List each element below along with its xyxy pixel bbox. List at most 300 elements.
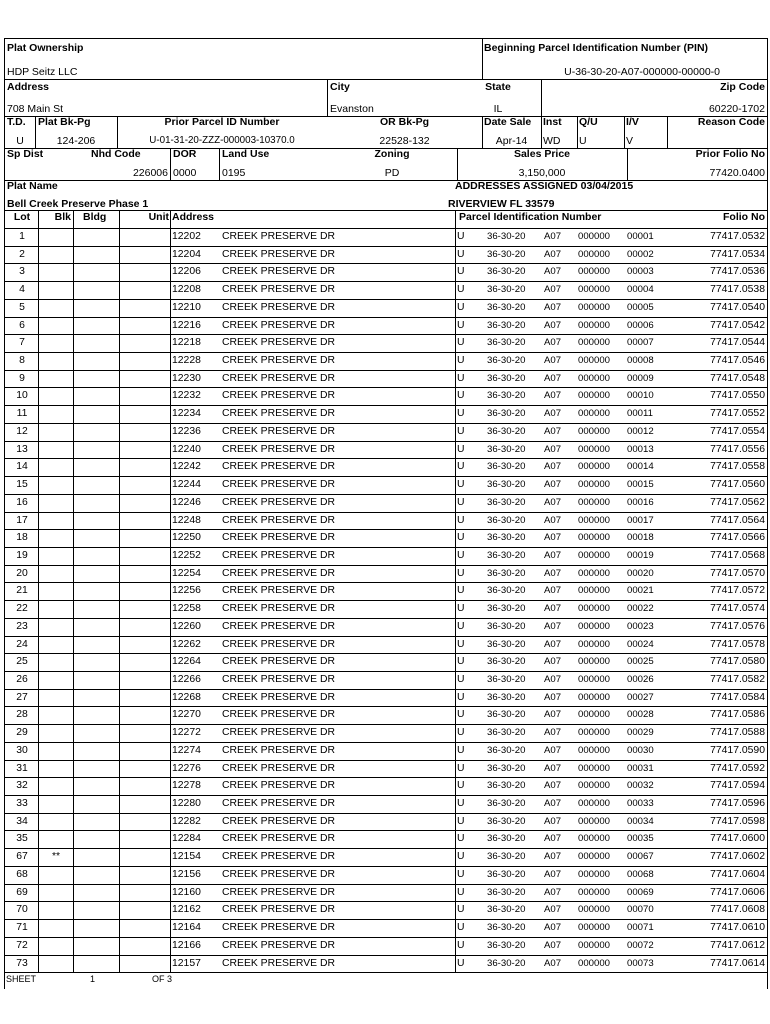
block-number-cell: 000000 — [578, 762, 611, 774]
zoning-label: Zoning — [374, 148, 410, 160]
subdivision-cell: A07 — [544, 656, 562, 668]
street-cell: CREEK PRESERVE DR — [222, 585, 335, 597]
street-cell: CREEK PRESERVE DR — [222, 833, 335, 845]
folio-cell: 77417.0584 — [710, 691, 765, 703]
zoning-value: PD — [384, 167, 400, 179]
section-cell: 36-30-20 — [487, 301, 526, 313]
section-cell: 36-30-20 — [487, 532, 526, 544]
section-cell: 36-30-20 — [487, 390, 526, 402]
iv-label: I/V — [626, 116, 639, 128]
section-cell: 36-30-20 — [487, 443, 526, 455]
section-cell: 36-30-20 — [487, 620, 526, 632]
street-cell: CREEK PRESERVE DR — [222, 372, 335, 384]
plat-bkpg-label: Plat Bk-Pg — [38, 116, 91, 128]
house-number-cell: 12264 — [172, 656, 201, 668]
house-number-cell: 12248 — [172, 514, 201, 526]
divider — [482, 116, 483, 148]
prior-pid-label: Prior Parcel ID Number — [164, 116, 280, 128]
section-cell: 36-30-20 — [487, 727, 526, 739]
street-cell: CREEK PRESERVE DR — [222, 957, 335, 969]
house-number-cell: 12157 — [172, 957, 201, 969]
folio-cell: 77417.0588 — [710, 727, 765, 739]
subdivision-cell: A07 — [544, 939, 562, 951]
lot-number-cell: 00012 — [627, 425, 654, 437]
lot-number-cell: 00032 — [627, 780, 654, 792]
lot-cell: 11 — [16, 408, 28, 420]
section-cell: 36-30-20 — [487, 674, 526, 685]
subdivision-cell: A07 — [544, 727, 562, 739]
house-number-cell: 12202 — [172, 231, 201, 242]
land-use-label: Land Use — [222, 148, 270, 160]
lot-number-cell: 00002 — [627, 248, 654, 260]
house-number-cell: 12278 — [172, 780, 201, 792]
lot-cell: 68 — [16, 868, 28, 880]
section-cell: 36-30-20 — [487, 479, 526, 491]
section-cell: 36-30-20 — [487, 886, 526, 898]
tax-district-cell: U — [457, 443, 465, 455]
folio-cell: 77417.0566 — [710, 532, 765, 544]
block-number-cell: 000000 — [578, 922, 611, 934]
tax-district-cell: U — [457, 620, 465, 632]
tax-district-cell: U — [457, 939, 465, 951]
lot-number-cell: 00004 — [627, 284, 654, 296]
subdivision-cell: A07 — [544, 957, 562, 969]
house-number-cell: 12258 — [172, 603, 201, 615]
block-number-cell: 000000 — [578, 266, 611, 278]
lot-cell: 8 — [19, 355, 25, 367]
block-number-cell: 000000 — [578, 284, 611, 296]
lot-cell: 24 — [16, 638, 28, 650]
tax-district-cell: U — [457, 904, 465, 916]
lot-cell: 70 — [16, 904, 28, 916]
tax-district-cell: U — [457, 461, 465, 473]
folio-cell: 77417.0546 — [710, 355, 765, 367]
tax-district-cell: U — [457, 603, 465, 615]
section-cell: 36-30-20 — [487, 603, 526, 615]
block-number-cell: 000000 — [578, 851, 611, 863]
house-number-cell: 12280 — [172, 798, 201, 810]
tax-district-cell: U — [457, 638, 465, 650]
block-number-cell: 000000 — [578, 549, 611, 561]
column-divider — [119, 210, 120, 972]
block-number-cell: 000000 — [578, 461, 611, 473]
column-divider — [38, 210, 39, 972]
street-cell: CREEK PRESERVE DR — [222, 815, 335, 827]
house-number-cell: 12256 — [172, 585, 201, 597]
address-label: Address — [7, 81, 50, 93]
subdivision-cell: A07 — [544, 603, 562, 615]
zip-label: Zip Code — [720, 81, 765, 93]
folio-cell: 77417.0548 — [710, 372, 765, 384]
block-number-cell: 000000 — [578, 868, 611, 880]
tax-district-cell: U — [457, 284, 465, 296]
lot-cell: 12 — [16, 425, 28, 437]
sp-dist-label: Sp Dist — [7, 148, 44, 160]
house-number-cell: 12266 — [172, 674, 201, 685]
tax-district-cell: U — [457, 656, 465, 668]
folio-cell: 77417.0586 — [710, 709, 765, 721]
house-number-cell: 12284 — [172, 833, 201, 845]
section-cell: 36-30-20 — [487, 709, 526, 721]
divider — [5, 79, 767, 80]
house-number-cell: 12208 — [172, 284, 201, 296]
section-cell: 36-30-20 — [487, 567, 526, 579]
plat-bkpg-value: 124-206 — [56, 135, 96, 147]
street-cell: CREEK PRESERVE DR — [222, 780, 335, 792]
lot-cell: 20 — [16, 567, 28, 579]
street-cell: CREEK PRESERVE DR — [222, 301, 335, 313]
subdivision-cell: A07 — [544, 266, 562, 278]
subdivision-cell: A07 — [544, 390, 562, 402]
section-cell: 36-30-20 — [487, 319, 526, 331]
col-folio: Folio No — [723, 211, 765, 223]
block-number-cell: 000000 — [578, 532, 611, 544]
street-cell: CREEK PRESERVE DR — [222, 603, 335, 615]
tax-district-cell: U — [457, 957, 465, 969]
city-state-zip: RIVERVIEW FL 33579 — [448, 198, 555, 210]
house-number-cell: 12282 — [172, 815, 201, 827]
folio-cell: 77417.0564 — [710, 514, 765, 526]
subdivision-cell: A07 — [544, 248, 562, 260]
qu-label: Q/U — [579, 116, 598, 128]
tax-district-cell: U — [457, 833, 465, 845]
lot-cell: 73 — [16, 957, 28, 969]
section-cell: 36-30-20 — [487, 461, 526, 473]
lot-cell: 35 — [16, 833, 28, 845]
block-number-cell: 000000 — [578, 798, 611, 810]
lot-cell: 10 — [16, 390, 28, 402]
block-number-cell: 000000 — [578, 425, 611, 437]
block-number-cell: 000000 — [578, 496, 611, 508]
house-number-cell: 12232 — [172, 390, 201, 402]
col-pin: Parcel Identification Number — [459, 211, 602, 223]
tax-district-cell: U — [457, 674, 465, 685]
subdivision-cell: A07 — [544, 815, 562, 827]
nhd-code-value: 226006 — [132, 167, 168, 179]
house-number-cell: 12230 — [172, 372, 201, 384]
house-number-cell: 12218 — [172, 337, 201, 349]
city-label: City — [330, 81, 350, 93]
lot-number-cell: 00016 — [627, 496, 654, 508]
folio-cell: 77417.0532 — [710, 231, 765, 242]
street-cell: CREEK PRESERVE DR — [222, 886, 335, 898]
block-number-cell: 000000 — [578, 301, 611, 313]
house-number-cell: 12242 — [172, 461, 201, 473]
house-number-cell: 12246 — [172, 496, 201, 508]
folio-cell: 77417.0606 — [710, 886, 765, 898]
section-cell: 36-30-20 — [487, 408, 526, 420]
lot-number-cell: 00025 — [627, 656, 654, 668]
lot-number-cell: 00069 — [627, 886, 654, 898]
street-cell: CREEK PRESERVE DR — [222, 939, 335, 951]
lot-number-cell: 00010 — [627, 390, 654, 402]
folio-cell: 77417.0602 — [710, 851, 765, 863]
tax-district-cell: U — [457, 248, 465, 260]
folio-cell: 77417.0592 — [710, 762, 765, 774]
folio-cell: 77417.0556 — [710, 443, 765, 455]
block-number-cell: 000000 — [578, 248, 611, 260]
folio-cell: 77417.0610 — [710, 922, 765, 934]
td-value: U — [16, 135, 24, 147]
folio-cell: 77417.0544 — [710, 337, 765, 349]
divider — [117, 116, 118, 148]
folio-cell: 77417.0596 — [710, 798, 765, 810]
lot-number-cell: 00014 — [627, 461, 654, 473]
section-cell: 36-30-20 — [487, 266, 526, 278]
block-number-cell: 000000 — [578, 674, 611, 685]
or-bkpg-label: OR Bk-Pg — [379, 116, 429, 128]
subdivision-cell: A07 — [544, 549, 562, 561]
street-cell: CREEK PRESERVE DR — [222, 638, 335, 650]
section-cell: 36-30-20 — [487, 585, 526, 597]
subdivision-cell: A07 — [544, 514, 562, 526]
tax-district-cell: U — [457, 780, 465, 792]
house-number-cell: 12228 — [172, 355, 201, 367]
lot-number-cell: 00030 — [627, 744, 654, 756]
tax-district-cell: U — [457, 585, 465, 597]
tax-district-cell: U — [457, 408, 465, 420]
block-number-cell: 000000 — [578, 744, 611, 756]
tax-district-cell: U — [457, 744, 465, 756]
street-cell: CREEK PRESERVE DR — [222, 337, 335, 349]
house-number-cell: 12270 — [172, 709, 201, 721]
folio-cell: 77417.0538 — [710, 284, 765, 296]
lot-number-cell: 00029 — [627, 727, 654, 739]
subdivision-cell: A07 — [544, 868, 562, 880]
street-cell: CREEK PRESERVE DR — [222, 691, 335, 703]
house-number-cell: 12252 — [172, 549, 201, 561]
lot-cell: 23 — [16, 620, 28, 632]
prior-folio-label: Prior Folio No — [695, 148, 765, 160]
lot-cell: 29 — [16, 727, 28, 739]
tax-district-cell: U — [457, 798, 465, 810]
street-cell: CREEK PRESERVE DR — [222, 904, 335, 916]
lot-cell: 21 — [16, 585, 28, 597]
lot-number-cell: 00027 — [627, 691, 654, 703]
lot-cell: 19 — [16, 549, 28, 561]
house-number-cell: 12250 — [172, 532, 201, 544]
section-cell: 36-30-20 — [487, 780, 526, 792]
folio-cell: 77417.0578 — [710, 638, 765, 650]
tax-district-cell: U — [457, 319, 465, 331]
street-cell: CREEK PRESERVE DR — [222, 727, 335, 739]
col-blk: Blk — [54, 211, 71, 223]
subdivision-cell: A07 — [544, 443, 562, 455]
divider — [219, 148, 220, 180]
section-cell: 36-30-20 — [487, 939, 526, 951]
street-cell: CREEK PRESERVE DR — [222, 922, 335, 934]
sheet-number: 1 — [90, 974, 96, 984]
tax-district-cell: U — [457, 727, 465, 739]
folio-cell: 77417.0582 — [710, 674, 765, 685]
subdivision-cell: A07 — [544, 674, 562, 685]
block-number-cell: 000000 — [578, 709, 611, 721]
house-number-cell: 12162 — [172, 904, 201, 916]
tax-district-cell: U — [457, 886, 465, 898]
street-cell: CREEK PRESERVE DR — [222, 390, 335, 402]
col-unit: Unit — [148, 211, 169, 223]
street-cell: CREEK PRESERVE DR — [222, 461, 335, 473]
lot-number-cell: 00028 — [627, 709, 654, 721]
plat-ownership-sheet — [4, 38, 768, 989]
subdivision-cell: A07 — [544, 567, 562, 579]
lot-number-cell: 00072 — [627, 939, 654, 951]
blk-cell: ** — [51, 851, 61, 863]
street-cell: CREEK PRESERVE DR — [222, 231, 335, 242]
plat-ownership-label: Plat Ownership — [7, 42, 84, 54]
folio-cell: 77417.0604 — [710, 868, 765, 880]
col-address: Address — [172, 211, 215, 223]
lot-number-cell: 00035 — [627, 833, 654, 845]
street-cell: CREEK PRESERVE DR — [222, 443, 335, 455]
subdivision-cell: A07 — [544, 833, 562, 845]
lot-number-cell: 00007 — [627, 337, 654, 349]
house-number-cell: 12272 — [172, 727, 201, 739]
divider — [541, 116, 542, 148]
lot-cell: 2 — [19, 248, 25, 260]
section-cell: 36-30-20 — [487, 868, 526, 880]
lot-number-cell: 00071 — [627, 922, 654, 934]
plat-name-label: Plat Name — [7, 180, 58, 192]
lot-cell: 17 — [16, 514, 28, 526]
street-cell: CREEK PRESERVE DR — [222, 674, 335, 685]
lot-number-cell: 00018 — [627, 532, 654, 544]
subdivision-cell: A07 — [544, 904, 562, 916]
lot-number-cell: 00019 — [627, 549, 654, 561]
folio-cell: 77417.0540 — [710, 301, 765, 313]
folio-cell: 77417.0536 — [710, 266, 765, 278]
tax-district-cell: U — [457, 691, 465, 703]
folio-cell: 77417.0598 — [710, 815, 765, 827]
lot-number-cell: 00034 — [627, 815, 654, 827]
pin-value: U-36-30-20-A07-000000-00000-0 — [564, 66, 720, 78]
folio-cell: 77417.0600 — [710, 833, 765, 845]
tax-district-cell: U — [457, 372, 465, 384]
subdivision-cell: A07 — [544, 496, 562, 508]
sales-price-label: Sales Price — [513, 148, 571, 160]
lot-cell: 9 — [19, 372, 25, 384]
lot-cell: 30 — [16, 744, 28, 756]
section-cell: 36-30-20 — [487, 833, 526, 845]
folio-cell: 77417.0580 — [710, 656, 765, 668]
street-cell: CREEK PRESERVE DR — [222, 532, 335, 544]
street-cell: CREEK PRESERVE DR — [222, 425, 335, 437]
folio-cell: 77417.0608 — [710, 904, 765, 916]
dor-label: DOR — [173, 148, 197, 160]
block-number-cell: 000000 — [578, 408, 611, 420]
folio-cell: 77417.0554 — [710, 425, 765, 437]
section-cell: 36-30-20 — [487, 372, 526, 384]
subdivision-cell: A07 — [544, 425, 562, 437]
divider — [35, 116, 36, 148]
folio-cell: 77417.0572 — [710, 585, 765, 597]
house-number-cell: 12254 — [172, 567, 201, 579]
house-number-cell: 12204 — [172, 248, 201, 260]
street-cell: CREEK PRESERVE DR — [222, 319, 335, 331]
divider — [457, 148, 458, 180]
lot-cell: 6 — [19, 319, 25, 331]
block-number-cell: 000000 — [578, 567, 611, 579]
lot-number-cell: 00017 — [627, 514, 654, 526]
tax-district-cell: U — [457, 851, 465, 863]
folio-cell: 77417.0590 — [710, 744, 765, 756]
lot-cell: 22 — [16, 603, 28, 615]
house-number-cell: 12236 — [172, 425, 201, 437]
lot-number-cell: 00026 — [627, 674, 654, 685]
subdivision-cell: A07 — [544, 301, 562, 313]
block-number-cell: 000000 — [578, 514, 611, 526]
street-cell: CREEK PRESERVE DR — [222, 496, 335, 508]
folio-cell: 77417.0568 — [710, 549, 765, 561]
lot-cell: 28 — [16, 709, 28, 721]
subdivision-cell: A07 — [544, 479, 562, 491]
block-number-cell: 000000 — [578, 231, 611, 242]
lot-cell: 1 — [19, 231, 25, 242]
divider — [482, 39, 483, 79]
lot-cell: 27 — [16, 691, 28, 703]
tax-district-cell: U — [457, 337, 465, 349]
col-lot: Lot — [13, 211, 31, 223]
subdivision-cell: A07 — [544, 638, 562, 650]
reason-code-label: Reason Code — [697, 116, 765, 128]
folio-cell: 77417.0552 — [710, 408, 765, 420]
house-number-cell: 12210 — [172, 301, 201, 313]
section-cell: 36-30-20 — [487, 496, 526, 508]
tax-district-cell: U — [457, 301, 465, 313]
lot-number-cell: 00020 — [627, 567, 654, 579]
tax-district-cell: U — [457, 567, 465, 579]
tax-district-cell: U — [457, 479, 465, 491]
tax-district-cell: U — [457, 549, 465, 561]
tax-district-cell: U — [457, 231, 465, 242]
state-value: IL — [493, 103, 503, 115]
tax-district-cell: U — [457, 266, 465, 278]
lot-cell: 69 — [16, 886, 28, 898]
block-number-cell: 000000 — [578, 904, 611, 916]
block-number-cell: 000000 — [578, 443, 611, 455]
column-divider — [73, 210, 74, 972]
lot-cell: 3 — [19, 266, 25, 278]
tax-district-cell: U — [457, 532, 465, 544]
tax-district-cell: U — [457, 709, 465, 721]
street-cell: CREEK PRESERVE DR — [222, 408, 335, 420]
lot-cell: 72 — [16, 939, 28, 951]
folio-cell: 77417.0542 — [710, 319, 765, 331]
section-cell: 36-30-20 — [487, 762, 526, 774]
tax-district-cell: U — [457, 922, 465, 934]
section-cell: 36-30-20 — [487, 656, 526, 668]
subdivision-cell: A07 — [544, 461, 562, 473]
subdivision-cell: A07 — [544, 319, 562, 331]
block-number-cell: 000000 — [578, 319, 611, 331]
tax-district-cell: U — [457, 425, 465, 437]
block-number-cell: 000000 — [578, 638, 611, 650]
lot-cell: 16 — [16, 496, 28, 508]
lot-number-cell: 00070 — [627, 904, 654, 916]
lot-cell: 15 — [16, 479, 28, 491]
divider — [541, 79, 542, 116]
lot-number-cell: 00021 — [627, 585, 654, 597]
folio-cell: 77417.0612 — [710, 939, 765, 951]
pin-label: Beginning Parcel Identification Number (PIN) — [484, 42, 709, 54]
subdivision-cell: A07 — [544, 922, 562, 934]
divider — [667, 116, 668, 148]
subdivision-cell: A07 — [544, 851, 562, 863]
house-number-cell: 12206 — [172, 266, 201, 278]
plat-name-value: Bell Creek Preserve Phase 1 — [7, 198, 149, 210]
house-number-cell: 12166 — [172, 939, 201, 951]
street-cell: CREEK PRESERVE DR — [222, 744, 335, 756]
